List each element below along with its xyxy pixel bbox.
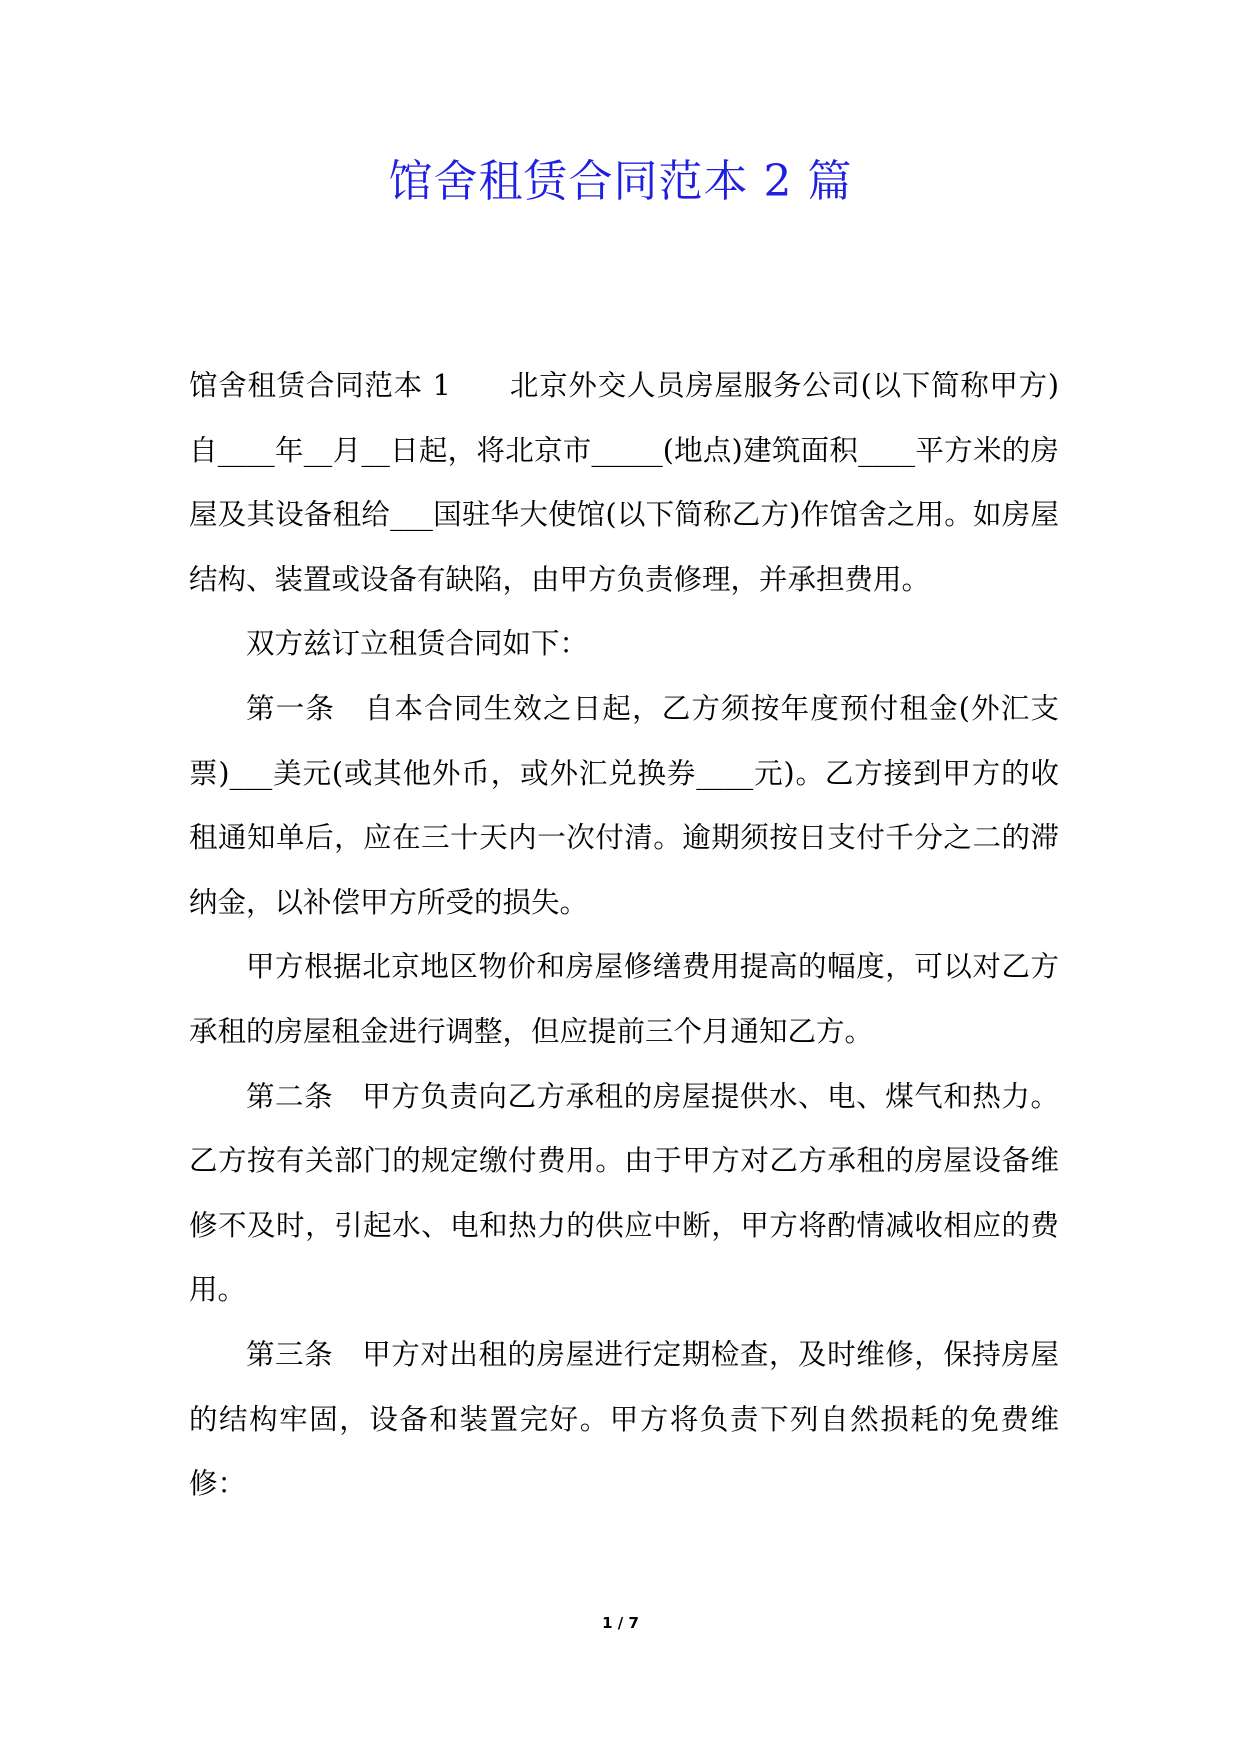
paragraph-article-2: 第二条 甲方负责向乙方承租的房屋提供水、电、煤气和热力。乙方按有关部门的规定缴付费用。由于甲方对乙方承租的房屋设备维修不及时，引起水、电和热力的供应中断，甲方将酌情减收相应的费用。: [189, 1079, 1059, 1307]
paragraph-article-3: 第三条 甲方对出租的房屋进行定期检查，及时维修，保持房屋的结构牢固，设备和装置完好。甲方将负责下列自然损耗的免费维修：: [189, 1337, 1059, 1501]
document-body: [189, 354, 1059, 1517]
paragraph-intro: 馆舍租赁合同范本 1 北京外交人员房屋服务公司(以下简称甲方)自____年__月__日起，将北京市_____(地点)建筑面积____平方米的房屋及其设备租给___国驻华大使馆(以下简称乙方)作馆舍之用。如房屋结构、装置或设备有缺陷，由甲方负责修理，并承担费用。: [189, 369, 1059, 596]
document-title: 馆舍租赁合同范本 2 篇: [388, 156, 853, 207]
page-number: 1 / 7: [602, 1614, 639, 1632]
paragraph-article-1: 第一条 自本合同生效之日起，乙方须按年度预付租金(外汇支票)___美元(或其他外币，或外汇兑换券____元)。乙方接到甲方的收租通知单后，应在三十天内一次付清。逾期须按日支付千分之二的滞纳金，以补偿甲方所受的损失。: [189, 691, 1059, 919]
paragraph-rent-adjustment: 甲方根据北京地区物价和房屋修缮费用提高的幅度，可以对乙方承租的房屋租金进行调整，但应提前三个月通知乙方。: [189, 950, 1059, 1048]
paragraph-agreement: 双方兹订立租赁合同如下：: [246, 627, 589, 661]
